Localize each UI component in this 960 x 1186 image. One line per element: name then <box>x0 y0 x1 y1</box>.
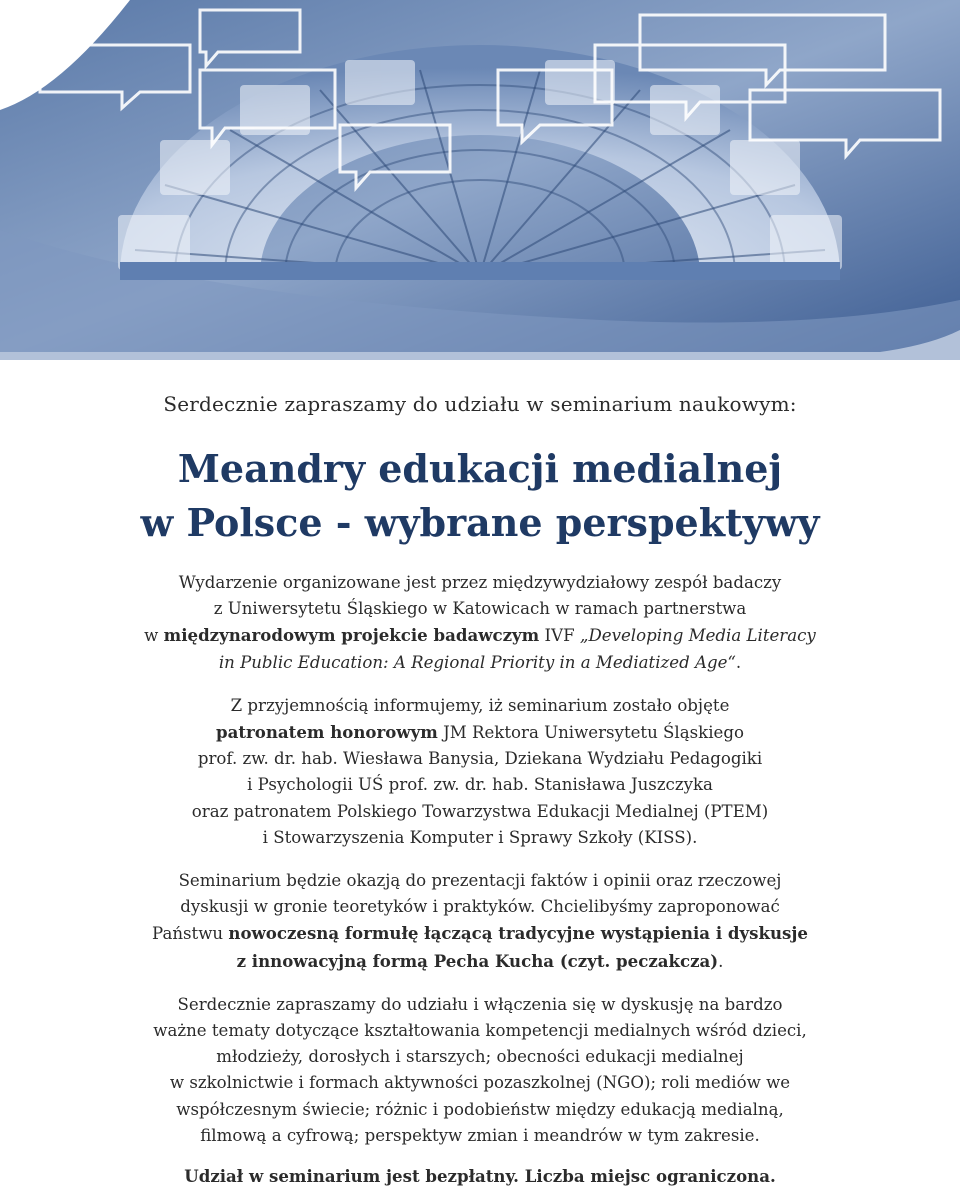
para1-line4-post: . <box>735 652 742 672</box>
header-banner-image <box>0 0 960 360</box>
para2-line1: Z przyjemnością informujemy, iż seminarium zostało objęte <box>230 695 730 715</box>
para1-project-title-part2: in Public Education: A Regional Priority in a Mediatized Age“ <box>218 652 736 672</box>
para4-line5: współczesnym świecie; różnic i podobieństw między edukacją medialną, <box>176 1099 784 1119</box>
para3-pecha-kucha-bold: z innowacyjną formą Pecha Kucha (czyt. peczakcza) <box>236 950 719 971</box>
paragraph-organizers <box>60 570 900 676</box>
para2-line3: prof. zw. dr. hab. Wiesława Banysia, Dziekana Wydziału Pedagogiki <box>197 749 763 769</box>
paragraph-topics <box>60 992 900 1149</box>
invitation-content <box>60 392 900 1186</box>
para2-line2-post: JM Rektora Uniwersytetu Śląskiego <box>437 723 744 743</box>
para3-format-bold: nowoczesną formułę łączącą tradycyjne wystąpienia i dyskusje <box>228 923 808 944</box>
para3-line1: Seminarium będzie okazją do prezentacji faktów i opinii oraz rzeczowej <box>178 871 782 891</box>
para1-line3-mid: IVF <box>539 626 580 646</box>
para4-line3: młodzieży, dorosłych i starszych; obecności edukacji medialnej <box>216 1047 744 1067</box>
seminar-title-line1: Meandry edukacji medialnej <box>177 446 783 491</box>
paragraph-format <box>60 868 900 975</box>
para4-line4: w szkolnictwie i formach aktywności pozaszkolnej (NGO); roli mediów we <box>169 1073 791 1093</box>
para4-line2: ważne tematy dotyczące kształtowania kompetencji medialnych wśród dzieci, <box>153 1021 807 1041</box>
para3-line3-pre: Państwu <box>152 924 229 944</box>
para1-line3-pre: w <box>144 626 164 646</box>
para1-project-bold: międzynarodowym projekcie badawczym <box>163 625 540 646</box>
seminar-title <box>60 442 900 550</box>
para2-line6: i Stowarzyszenia Komputer i Sprawy Szkoły (KISS). <box>262 827 698 847</box>
para1-line2: z Uniwersytetu Śląskiego w Katowicach w ramach partnerstwa <box>213 599 747 619</box>
seminar-title-line2: w Polsce - wybrane perspektywy <box>140 500 820 545</box>
media-faces-collage <box>0 0 960 360</box>
para4-line1: Serdecznie zapraszamy do udziału i włączenia się w dyskusję na bardzo <box>177 994 783 1014</box>
para3-line2: dyskusji w gronie teoretyków i praktyków. Chcielibyśmy zaproponować <box>180 897 780 917</box>
para2-line4: i Psychologii UŚ prof. zw. dr. hab. Stanisława Juszczyka <box>247 775 713 795</box>
para1-line1: Wydarzenie organizowane jest przez międzywydziałowy zespół badaczy <box>178 573 782 592</box>
para1-project-title-part1: „Developing Media Literacy <box>579 626 816 646</box>
paragraph-patronage <box>60 693 900 851</box>
para4-line6: filmową a cyfrową; perspektyw zmian i meandrów w tym zakresie. <box>200 1125 760 1145</box>
closing-note: Udział w seminarium jest bezpłatny. Liczba miejsc ograniczona. <box>184 1166 776 1186</box>
para2-line5: oraz patronatem Polskiego Towarzystwa Edukacji Medialnej (PTEM) <box>191 801 769 821</box>
intro-text: Serdecznie zapraszamy do udziału w seminarium naukowym: <box>163 392 797 416</box>
para2-honorary-bold: patronatem honorowym <box>216 722 438 743</box>
para3-line4-post: . <box>718 951 724 971</box>
